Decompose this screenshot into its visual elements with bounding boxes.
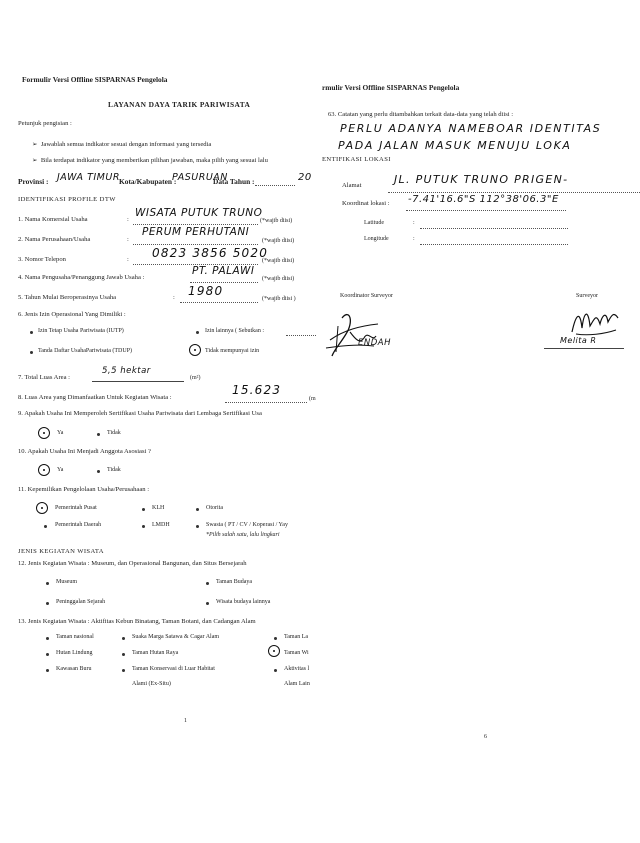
section-identifikasi: IDENTIFIKASI PROFILE DTW <box>18 196 116 203</box>
q4-label: 4. Nama Pengusaha/Penanggung Jawab Usaha : <box>18 274 145 281</box>
q11-opt3[interactable]: Otorita <box>206 505 223 511</box>
latitude-field[interactable] <box>420 228 568 229</box>
q11-opt5[interactable]: LMDH <box>152 522 170 528</box>
q2-label: 2. Nama Perusahaan/Usaha <box>18 236 91 243</box>
instructions-label: Petunjuk pengisian : <box>18 120 72 127</box>
q13-opt6[interactable]: Taman Wi <box>284 650 309 656</box>
q6-opt2-line <box>286 335 316 336</box>
longitude-field[interactable] <box>420 244 568 245</box>
q8-field[interactable]: 15.623 <box>232 383 282 397</box>
q3-field[interactable]: 0823 3856 5020 <box>152 246 269 260</box>
q13-opt6-selected-circle[interactable] <box>268 645 280 657</box>
q11-opt2[interactable]: KLH <box>152 505 165 511</box>
right-form-page <box>318 0 640 843</box>
q5-field[interactable]: 1980 <box>188 284 224 298</box>
q10-label: 10. Apakah Usaha Ini Menjadi Anggota Asosiasi ? <box>18 448 151 455</box>
q10-yes-selected-circle[interactable] <box>38 464 50 476</box>
q13-opt8-cont: Alami (Ex-Situ) <box>132 681 171 687</box>
q13-opt1-bullet <box>46 637 49 640</box>
q11-label: 11. Kepemilikan Pengelolaan Usaha/Perusahaan : <box>18 486 150 493</box>
q6-opt4-selected-circle[interactable] <box>189 344 201 356</box>
provinsi-field[interactable]: JAWA TIMUR <box>57 172 120 183</box>
q9-yes[interactable]: Ya <box>57 430 64 436</box>
alamat-line <box>388 192 640 193</box>
q12-opt2-bullet <box>206 582 209 585</box>
q11-opt2-bullet <box>142 508 145 511</box>
q2-field[interactable]: PERUM PERHUTANI <box>142 226 250 238</box>
latitude-colon: : <box>413 220 415 226</box>
q6-label: 6. Jenis Izin Operasional Yang Dimiliki : <box>18 311 126 318</box>
q13-opt9[interactable]: Aktivitas l <box>284 666 310 672</box>
q5-colon: : <box>173 294 175 301</box>
q6-opt1-bullet <box>30 331 33 334</box>
q63-note-line2[interactable]: PADA JALAN MASUK MENUJU LOKA <box>338 139 572 152</box>
q6-opt2-bullet <box>196 331 199 334</box>
q10-no-bullet <box>97 470 100 473</box>
q5-note: (*wajib diisi ) <box>262 296 296 302</box>
q13-opt7-bullet <box>46 669 49 672</box>
latitude-label: Latitude <box>364 220 384 226</box>
q5-label: 5. Tahun Mulai Beroperasinya Usaha <box>18 294 117 301</box>
q13-opt9-cont: Alam Lain <box>284 681 310 687</box>
kota-label: Kota/Kabupaten : <box>119 177 177 186</box>
provinsi-label: Provinsi : <box>18 177 49 186</box>
q13-opt7[interactable]: Kawasan Buru <box>56 666 92 672</box>
q11-note: *Pilih salah satu, lalu lingkari <box>206 532 280 538</box>
form-header: Formulir Versi Offline SISPARNAS Pengelola <box>22 75 168 84</box>
q11-opt1-selected-circle[interactable] <box>36 502 48 514</box>
q13-opt5-bullet <box>122 653 125 656</box>
q3-label: 3. Nomor Telepon <box>18 256 66 263</box>
q13-opt2[interactable]: Suaka Marga Satawa & Cagar Alam <box>132 634 220 640</box>
q3-note: (*wajib diisi) <box>262 258 295 264</box>
q4-field[interactable]: PT. PALAWI <box>192 265 255 277</box>
q11-opt3-bullet <box>196 508 199 511</box>
page-number-right: 6 <box>484 734 487 740</box>
q13-opt8[interactable]: Taman Konservasi di Luar Habitat <box>132 666 215 672</box>
q12-opt1[interactable]: Museum <box>56 579 77 585</box>
q1-colon: : <box>127 216 129 223</box>
q13-label: 13. Jenis Kegiatan Wisata : Aktifitas Kebun Binatang, Taman Botani, dan Cadangan Alam <box>18 618 256 625</box>
q6-opt2[interactable]: Izin lainnya ( Sebutkan : <box>205 328 264 334</box>
q9-label: 9. Apakah Usaha Ini Memperoleh Sertifikasi Usaha Pariwisata dari Lembaga Sertifikasi Usa <box>18 410 262 417</box>
q4-note: (*wajib diisi) <box>262 276 295 282</box>
q13-opt2-bullet <box>122 637 125 640</box>
q12-opt4-bullet <box>206 602 209 605</box>
tahun-field[interactable]: 20 <box>298 172 312 183</box>
koordinat-line <box>406 210 566 211</box>
q2-note: (*wajib diisi) <box>262 238 295 244</box>
form-title: LAYANAN DAYA TARIK PARIWISATA <box>108 100 251 109</box>
q5-line <box>180 302 258 303</box>
q1-note: (*wajib diisi) <box>260 218 293 224</box>
q13-opt5[interactable]: Taman Hutan Raya <box>132 650 179 656</box>
q1-field[interactable]: WISATA PUTUK TRUNO <box>135 207 263 219</box>
q11-opt1[interactable]: Pemerintah Pusat <box>55 505 97 511</box>
q6-opt4[interactable]: Tidak mempunyai izin <box>205 348 260 354</box>
q7-label: 7. Total Luas Area : <box>18 374 70 381</box>
surveyor-signature-icon <box>568 300 624 340</box>
q1-label: 1. Nama Komersial Usaha <box>18 216 88 223</box>
q2-colon: : <box>127 236 129 243</box>
q12-opt4[interactable]: Wisata budaya lainnya <box>216 599 271 605</box>
q11-opt4-bullet <box>44 525 47 528</box>
koordinator-signature-icon <box>320 300 410 362</box>
instruction-1: ➢ Jawablah semua indikator sesuai dengan informasi yang tersedia <box>32 141 212 148</box>
q7-line <box>92 381 184 382</box>
q8-line <box>225 402 307 403</box>
q63-note-line1[interactable]: PERLU ADANYA NAMEBOAR IDENTITAS <box>340 122 602 135</box>
kota-field[interactable]: PASURUAN <box>172 172 228 183</box>
q3-colon: : <box>127 256 129 263</box>
koordinator-name: ENDAH <box>358 338 391 348</box>
q13-opt3[interactable]: Taman La <box>284 634 309 640</box>
q10-yes[interactable]: Ya <box>57 467 64 473</box>
surveyor-name: Melita R <box>560 336 597 345</box>
alamat-field[interactable]: JL. PUTUK TRUNO PRIGEN- <box>394 173 569 186</box>
q11-opt6[interactable]: Swasta ( PT / CV / Koperasi / Yay <box>206 522 288 528</box>
koordinat-field[interactable]: -7.41'16.6"S 112°38'06.3"E <box>408 194 559 205</box>
longitude-colon: : <box>413 236 415 242</box>
tahun-line <box>255 185 295 186</box>
form-header-right: rmulir Versi Offline SISPARNAS Pengelola <box>322 83 460 92</box>
q7-unit: (m²) <box>190 375 201 381</box>
section-jenis-kegiatan: JENIS KEGIATAN WISATA <box>18 548 104 555</box>
section-identifikasi-lokasi: ENTIFIKASI LOKASI <box>322 156 391 163</box>
q6-opt3-bullet <box>30 351 33 354</box>
q12-opt2[interactable]: Taman Budaya <box>216 579 253 585</box>
tahun-label: Data Tahun : <box>213 177 255 186</box>
page-number-left: 1 <box>184 718 187 724</box>
q6-opt3[interactable]: Tanda Daftar UsahaPariwisata (TDUP) <box>38 348 133 354</box>
q8-label: 8. Luas Area yang Dimanfaatkan Untuk Kegiatan Wisata : <box>18 394 172 401</box>
q11-opt4[interactable]: Pemerintah Daerah <box>55 522 102 528</box>
surveyor-label: Surveyor <box>576 293 598 299</box>
q13-opt3-bullet <box>274 637 277 640</box>
koordinator-label: Koordinator Surveyor <box>340 293 393 299</box>
q11-opt6-bullet <box>196 525 199 528</box>
q1-line <box>133 224 258 225</box>
q2-line <box>133 244 258 245</box>
q10-no[interactable]: Tidak <box>107 467 121 473</box>
q13-opt8-bullet <box>122 669 125 672</box>
q12-opt1-bullet <box>46 582 49 585</box>
q13-opt9-bullet <box>274 669 277 672</box>
koordinat-label: Koordinat lokasi : <box>342 200 390 207</box>
q8-unit: (m <box>309 396 316 402</box>
longitude-label: Longitude <box>364 236 389 242</box>
q13-opt4-bullet <box>46 653 49 656</box>
q12-opt3[interactable]: Peninggalan Sejarah <box>56 599 106 605</box>
q12-label: 12. Jenis Kegiatan Wisata : Museum, dan Operasional Bangunan, dan Situs Bersejarah <box>18 560 247 567</box>
q6-opt1[interactable]: Izin Tetap Usaha Pariwisata (IUTP) <box>38 328 124 334</box>
q13-opt1[interactable]: Taman nasional <box>56 634 94 640</box>
q7-field[interactable]: 5,5 hektar <box>102 366 151 376</box>
q12-opt3-bullet <box>46 602 49 605</box>
q63-label: 63. Catatan yang perlu ditambahkan terkait data-data yang telah diisi : <box>328 111 514 118</box>
q13-opt4[interactable]: Hutan Lindung <box>56 650 93 656</box>
surveyor-line <box>544 348 624 349</box>
left-form-page <box>0 0 318 843</box>
q9-no[interactable]: Tidak <box>107 430 121 436</box>
q11-opt5-bullet <box>142 525 145 528</box>
q9-no-bullet <box>97 433 100 436</box>
q9-yes-selected-circle[interactable] <box>38 427 50 439</box>
q4-line <box>190 282 258 283</box>
alamat-label: Alamat <box>342 182 362 189</box>
instruction-2: ➢ Bila terdapat indikator yang memberikan pilihan jawaban, maka pilih yang sesuai lalu <box>32 157 268 164</box>
